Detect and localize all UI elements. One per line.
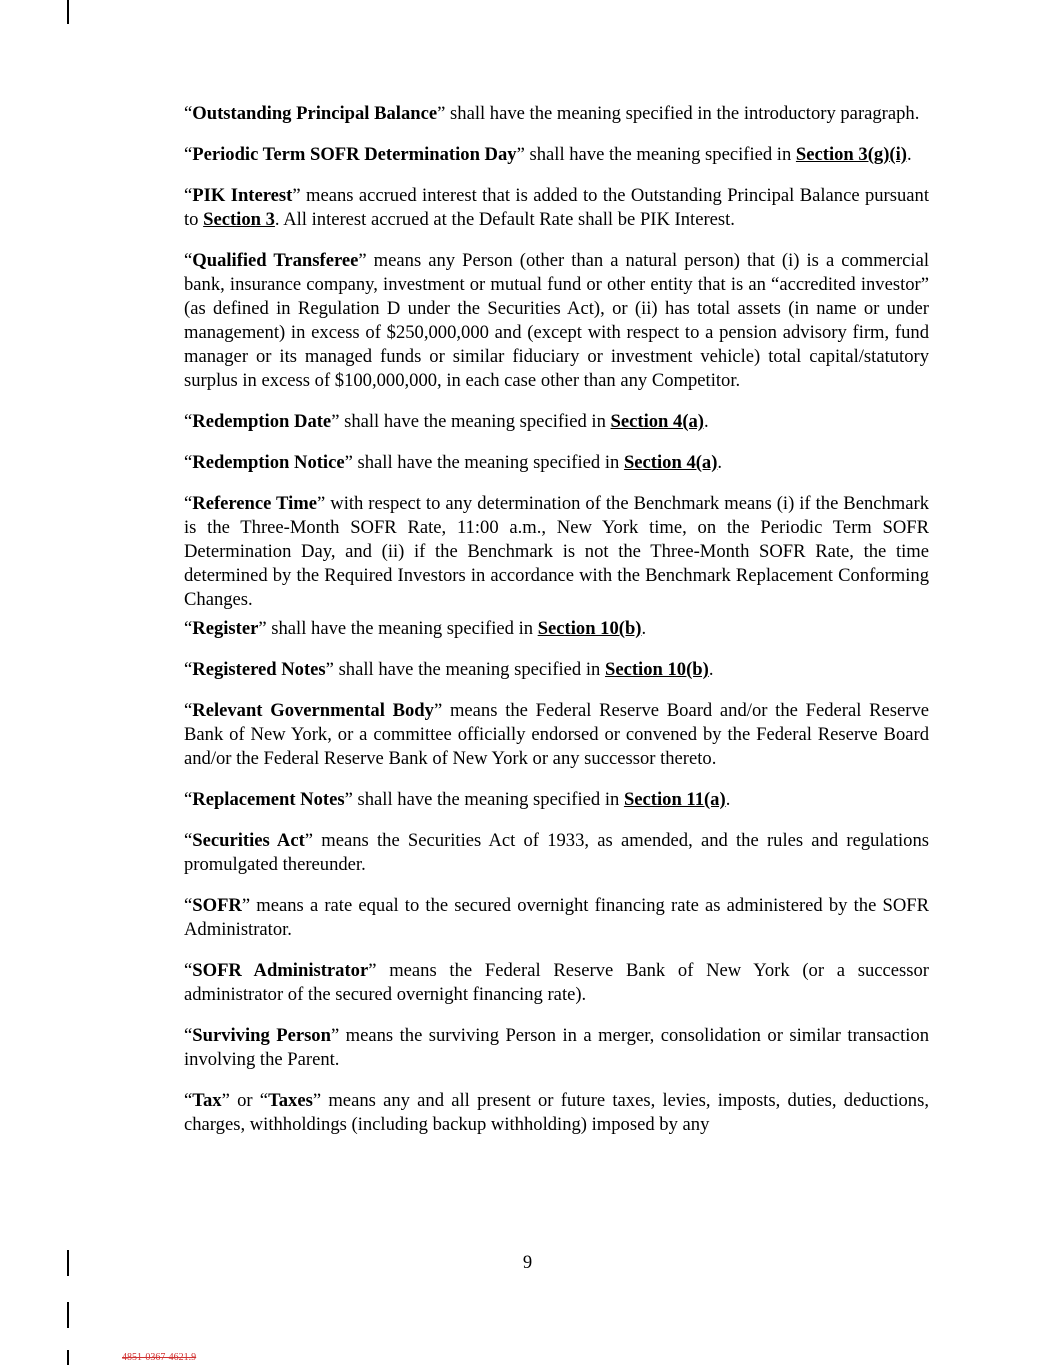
defined-term-alt: Taxes	[268, 1090, 313, 1111]
section-reference[interactable]: Section 4(a)	[623, 452, 718, 473]
definition-registered-notes: “Registered Notes” shall have the meaning specified in Section 10(b).	[184, 659, 714, 680]
defined-term: Redemption Notice	[192, 452, 345, 473]
defined-term: Outstanding Principal Balance	[192, 103, 438, 124]
definition-text: means the Securities Act of 1933, as amended, and the rules and regulations promulgated thereunder.	[184, 830, 929, 875]
section-reference[interactable]: Section 10(b)	[605, 659, 709, 680]
definition-text: shall have the meaning specified in	[333, 659, 605, 680]
definition-text: means the Federal Reserve Bank of New York (or a successor administrator of the secured overnight financing rate).	[184, 960, 929, 1005]
defined-term: Periodic Term SOFR Determination Day	[192, 144, 517, 165]
defined-term: Register	[192, 618, 259, 639]
revision-bar	[67, 0, 69, 24]
defined-term: Redemption Date	[192, 411, 332, 432]
definition-text-after: .	[717, 452, 723, 473]
defined-term: Replacement Notes	[192, 789, 345, 810]
defined-term: Registered Notes	[192, 659, 326, 680]
definition-text-after: .	[704, 411, 709, 432]
definition-sofr: “SOFR” means a rate equal to the secured overnight financing rate as administered by the SOFR Administrator.	[184, 895, 929, 940]
definition-text: shall have the meaning specified in	[266, 618, 538, 639]
definition-text: means the surviving Person in a merger, consolidation or similar transaction involving the Parent.	[184, 1025, 929, 1070]
definition-securities-act: “Securities Act” means the Securities Act of 1933, as amended, and the rules and regulations promulgated thereunder.	[184, 830, 929, 875]
definition-text: shall have the meaning specified in the introductory paragraph.	[445, 103, 920, 124]
definition-pik-interest: “PIK Interest” means accrued interest that is added to the Outstanding Principal Balance pursuant to Section 3. All interest accrued at the Default Rate shall be PIK Interest.	[184, 185, 929, 230]
definition-text: means any Person (other than a natural person) that (i) is a commercial bank, insurance company, investment or mutual fund or other entity that is an “accredited investor” (as defined in Regulation D under the Securities Act), or (ii) has total assets (in name or under management) in excess of $250,000,000 and (except with respect to a pension advisory firm, fund manager or its managed funds or similar fiduciary or investment vehicle) total capital/statutory surplus in excess of $100,000,000, in each case other than any Competitor.	[184, 250, 929, 391]
definition-replacement-notes: “Replacement Notes” shall have the meaning specified in Section 11(a).	[184, 789, 731, 810]
section-reference[interactable]: Section 11(a)	[623, 789, 726, 810]
defined-term: Securities Act	[192, 830, 305, 851]
definition-surviving-person: “Surviving Person” means the surviving Person in a merger, consolidation or similar transaction involving the Parent.	[184, 1025, 929, 1070]
document-id: 4851-0367-4621.9	[122, 1352, 197, 1363]
definition-text: means accrued interest that is added to the Outstanding Principal Balance pursuant to	[184, 185, 929, 230]
section-reference[interactable]: Section 4(a)	[610, 411, 704, 432]
definition-text: means the Federal Reserve Board and/or the Federal Reserve Bank of New York, or a committee officially endorsed or convened by the Federal Reserve Board and/or the Federal Reserve Bank of New York or any successor thereto.	[184, 700, 929, 769]
defined-term: SOFR Administrator	[192, 960, 369, 981]
definition-text-after: .	[906, 144, 912, 165]
definition-text: means a rate equal to the secured overnight financing rate as administered by the SOFR Administrator.	[184, 895, 929, 940]
definition-outstanding-principal-balance: “Outstanding Principal Balance” shall have the meaning specified in the introductory paragraph.	[184, 103, 920, 124]
definition-register: “Register” shall have the meaning specified in Section 10(b).	[184, 618, 647, 639]
definition-text: shall have the meaning specified in	[339, 411, 611, 432]
definition-text: shall have the meaning specified in	[352, 789, 624, 810]
section-reference[interactable]: Section 10(b)	[537, 618, 642, 639]
defined-term: PIK Interest	[192, 185, 293, 206]
definition-text-after: . All interest accrued at the Default Rate shall be PIK Interest.	[274, 209, 735, 230]
definition-text: with respect to any determination of the Benchmark means (i) if the Benchmark is the Three-Month SOFR Rate, 11:00 a.m., New York time, on the Periodic Term SOFR Determination Day, and (ii) if the Benchmark is not the Three-Month SOFR Rate, the time determined by the Required Investors in accordance with the Benchmark Replacement Conforming Changes.	[184, 493, 929, 610]
defined-term: Reference Time	[192, 493, 318, 514]
definitions-list	[184, 102, 929, 1154]
definition-text: shall have the meaning specified in	[352, 452, 624, 473]
definition-text-after: .	[708, 659, 714, 680]
revision-bar	[67, 1350, 69, 1365]
definition-redemption-notice: “Redemption Notice” shall have the meaning specified in Section 4(a).	[184, 452, 723, 473]
definition-text-after: .	[641, 618, 647, 639]
definition-periodic-term-sofr-determination-day: “Periodic Term SOFR Determination Day” shall have the meaning specified in Section 3(g)(i).	[184, 144, 912, 165]
definition-text-continued: means any and all present or future taxes, levies, imposts, duties, deductions, charges, withholdings (including backup withholding) imposed by any	[184, 1090, 929, 1135]
defined-term: Tax	[192, 1090, 222, 1111]
defined-term: Surviving Person	[192, 1025, 331, 1046]
definition-relevant-governmental-body: “Relevant Governmental Body” means the Federal Reserve Board and/or the Federal Reserve Bank of New York, or a committee officially endorsed or convened by the Federal Reserve Board and/or the Federal Reserve Bank of New York or any successor thereto.	[184, 700, 929, 769]
definition-text: shall have the meaning specified in	[524, 144, 796, 165]
section-reference[interactable]: Section 3(g)(i)	[795, 144, 907, 165]
defined-term: SOFR	[192, 895, 242, 916]
definition-sofr-administrator: “SOFR Administrator” means the Federal Reserve Bank of New York (or a successor administrator of the secured overnight financing rate).	[184, 960, 929, 1005]
definition-text: or	[229, 1090, 260, 1111]
definition-tax: “Tax” or “Taxes” means any and all present or future taxes, levies, imposts, duties, deductions, charges, withholdings (including backup withholding) imposed by any	[184, 1090, 929, 1135]
section-reference[interactable]: Section 3	[203, 209, 275, 230]
definition-qualified-transferee: “Qualified Transferee” means any Person (other than a natural person) that (i) is a commercial bank, insurance company, investment or mutual fund or other entity that is an “accredited investor” (as defined in Regulation D under the Securities Act), or (ii) has total assets (in name or under management) in excess of $250,000,000 and (except with respect to a pension advisory firm, fund manager or its managed funds or similar fiduciary or investment vehicle) total capital/statutory surplus in excess of $100,000,000, in each case other than any Competitor.	[184, 250, 929, 391]
definition-redemption-date: “Redemption Date” shall have the meaning specified in Section 4(a).	[184, 411, 709, 432]
definition-reference-time: “Reference Time” with respect to any determination of the Benchmark means (i) if the Benchmark is the Three-Month SOFR Rate, 11:00 a.m., New York time, on the Periodic Term SOFR Determination Day, and (ii) if the Benchmark is not the Three-Month SOFR Rate, the time determined by the Required Investors in accordance with the Benchmark Replacement Conforming Changes.	[184, 493, 929, 610]
revision-bar	[67, 1302, 69, 1328]
defined-term: Qualified Transferee	[192, 250, 359, 271]
defined-term: Relevant Governmental Body	[192, 700, 434, 721]
page-number: 9	[522, 1252, 533, 1273]
definition-text-after: .	[725, 789, 731, 810]
